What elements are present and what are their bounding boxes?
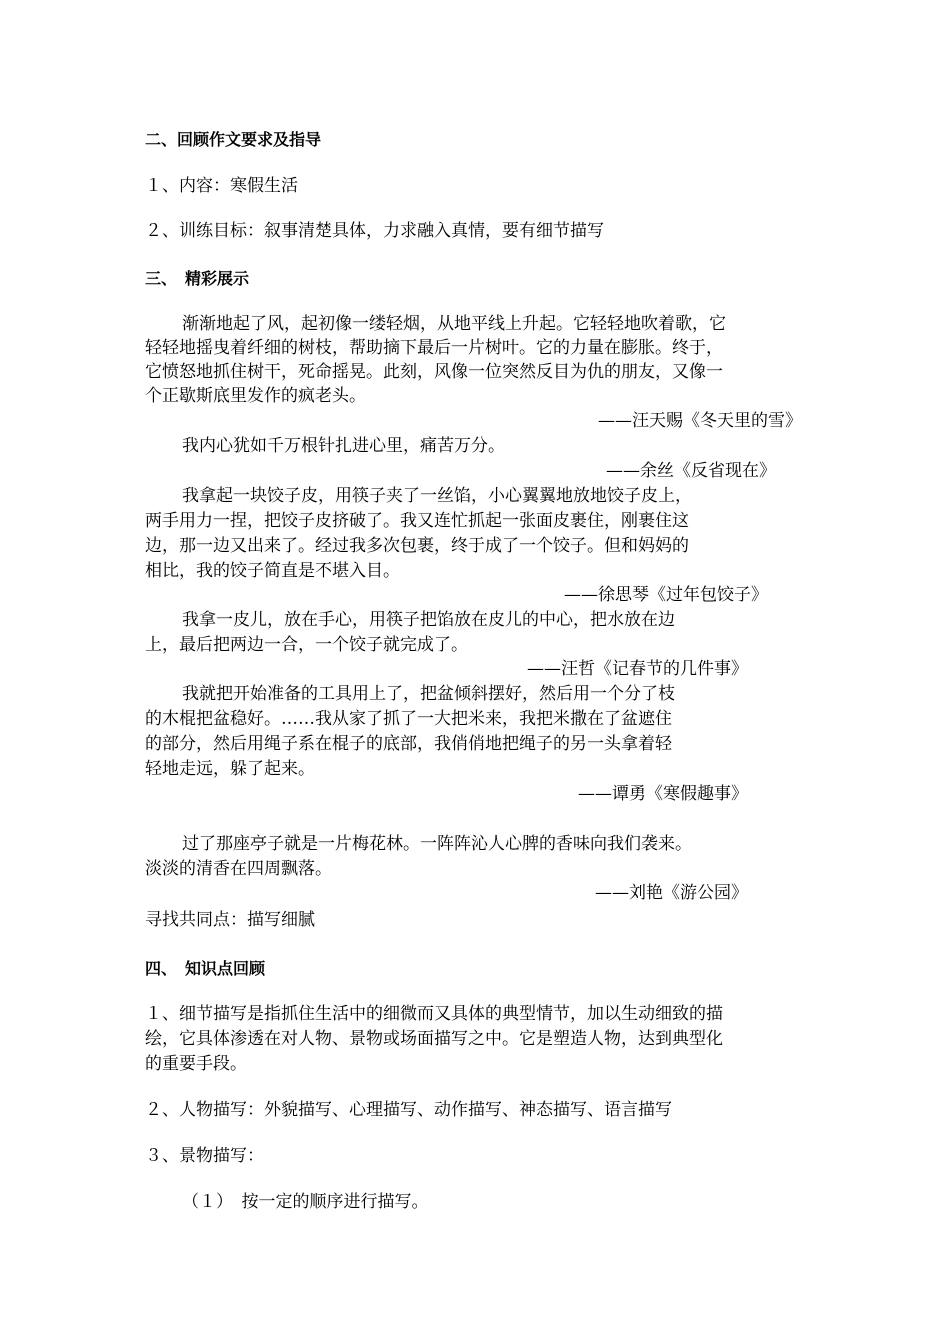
excerpt-1-line-2: 轻轻地摇曳着纤细的树枝，帮助摘下最后一片树叶。它的力量在膨胀。终于， <box>145 338 723 358</box>
excerpt-2-line-1: 我内心犹如千万根针扎进心里，痛苦万分。 <box>182 436 505 456</box>
excerpt-5-line-2: 的木棍把盆稳好。……我从家了抓了一大把米来，我把米撒在了盆遮住 <box>145 709 672 729</box>
excerpt-2-source: ——余丝《反省现在》 <box>606 461 776 481</box>
section-heading-4: 四、 知识点回顾 <box>145 959 266 978</box>
excerpt-1-line-3: 它愤怒地抓住树干，死命摇晃。此刻，风像一位突然反目为仇的朋友，又像一 <box>145 362 723 382</box>
excerpt-3-source: ——徐思琴《过年包饺子》 <box>564 585 768 605</box>
knowledge-point-1-line-1: １、细节描写是指抓住生活中的细微而又具体的典型情节，加以生动细致的描 <box>145 1004 723 1024</box>
excerpt-6-line-1: 过了那座亭子就是一片梅花林。一阵阵沁人心脾的香味向我们袭来。 <box>182 834 692 854</box>
excerpt-4-source: ——汪哲《记春节的几件事》 <box>527 659 748 679</box>
excerpt-3-line-1: 我拿起一块饺子皮，用筷子夹了一丝馅，小心翼翼地放地饺子皮上， <box>182 486 692 506</box>
knowledge-point-3: ３、景物描写： <box>145 1146 264 1166</box>
excerpt-4-line-1: 我拿一皮儿，放在手心，用筷子把馅放在皮儿的中心，把水放在边 <box>182 610 675 630</box>
excerpt-1-line-1: 渐渐地起了风，起初像一缕轻烟，从地平线上升起。它轻轻地吹着歌，它 <box>182 314 726 334</box>
knowledge-point-3-sub-1: （１） 按一定的顺序进行描写。 <box>182 1192 429 1212</box>
excerpt-1-source: ——汪天赐《冬天里的雪》 <box>598 411 802 431</box>
requirement-goal: ２、训练目标：叙事清楚具体，力求融入真情，要有细节描写 <box>145 221 604 241</box>
excerpt-3-line-4: 相比，我的饺子简直是不堪入目。 <box>145 561 400 581</box>
excerpt-1-line-4: 个正歇斯底里发作的疯老头。 <box>145 386 366 406</box>
knowledge-point-2: ２、人物描写：外貌描写、心理描写、动作描写、神态描写、语言描写 <box>145 1100 672 1120</box>
knowledge-point-1-line-3: 的重要手段。 <box>145 1054 247 1074</box>
excerpt-5-source: ——谭勇《寒假趣事》 <box>578 784 748 804</box>
requirement-content: １、内容：寒假生活 <box>145 176 298 196</box>
excerpt-3-line-3: 边，那一边又出来了。经过我多次包裹，终于成了一个饺子。但和妈妈的 <box>145 536 689 556</box>
knowledge-point-1-line-2: 绘，它具体渗透在对人物、景物或场面描写之中。它是塑造人物，达到典型化 <box>145 1029 723 1049</box>
excerpt-6-source: ——刘艳《游公园》 <box>595 883 748 903</box>
common-point-summary: 寻找共同点：描写细腻 <box>145 910 315 930</box>
excerpt-4-line-2: 上，最后把两边一合，一个饺子就完成了。 <box>145 635 468 655</box>
excerpt-5-line-4: 轻地走远，躲了起来。 <box>145 759 315 779</box>
excerpt-6-line-2: 淡淡的清香在四周飘落。 <box>145 859 332 879</box>
excerpt-5-line-1: 我就把开始准备的工具用上了，把盆倾斜摆好，然后用一个分了枝 <box>182 684 675 704</box>
excerpt-3-line-2: 两手用力一捏，把饺子皮挤破了。我又连忙抓起一张面皮裹住，刚裹住这 <box>145 511 689 531</box>
excerpt-5-line-3: 的部分，然后用绳子系在棍子的底部，我俏俏地把绳子的另一头拿着轻 <box>145 734 672 754</box>
section-heading-3: 三、 精彩展示 <box>145 269 250 288</box>
section-heading-2: 二、回顾作文要求及指导 <box>145 130 322 149</box>
